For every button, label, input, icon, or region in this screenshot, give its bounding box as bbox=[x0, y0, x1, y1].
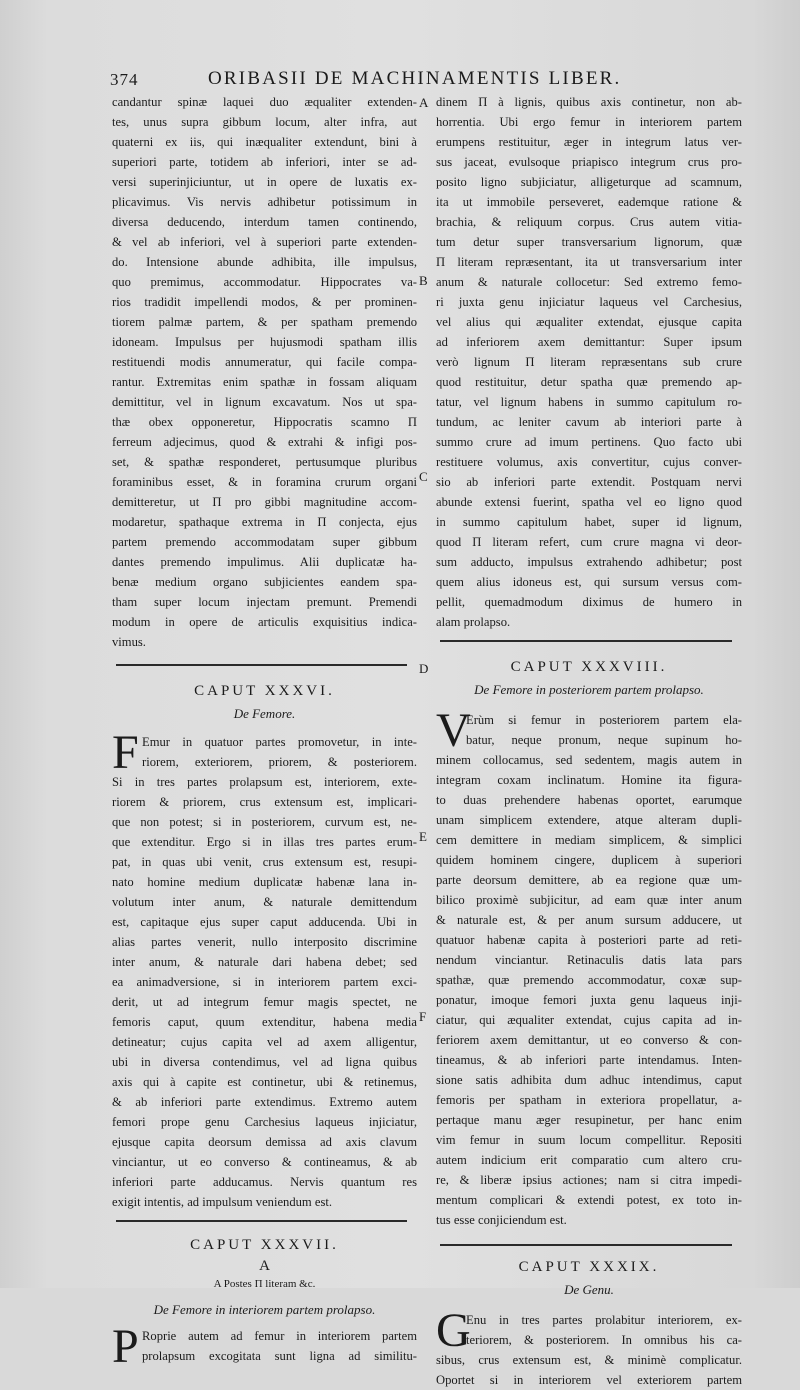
text-line: erumpens restituitur, æger in integrum latus ver- bbox=[436, 135, 742, 149]
left-intro-text bbox=[112, 92, 417, 652]
drop-cap: V bbox=[436, 704, 471, 757]
text-line: ferreum adjecimus, quod & extrahi & infigi pos- bbox=[112, 435, 417, 449]
text-line: sus jaceat, evulsoque priapisco integrum crus pro- bbox=[436, 155, 742, 169]
text-line: demitteretur, ut Π pro gibbi magnitudine accom- bbox=[112, 495, 417, 509]
text-line: ri juxta genu injiciatur laqueus vel Carchesius, bbox=[436, 295, 742, 309]
text-line: femori prope genu Carchesius laqueus injiciatur, bbox=[112, 1115, 417, 1129]
chapter-subtitle: De Genu. bbox=[564, 1282, 614, 1297]
text-line: ea animadversione, si in interiorem partem exci- bbox=[112, 975, 417, 989]
text-line: dinem Π à lignis, quibus axis continetur, non ab- bbox=[436, 95, 742, 109]
text-line: est, capitaque ejus super caput adducenda. Ubi in bbox=[112, 915, 417, 929]
text-line: prolapsum excogitata sunt ligna ad similitu- bbox=[142, 1349, 417, 1363]
text-line: parte deorsum demittere, ab ea regione quæ um- bbox=[436, 873, 742, 887]
text-line: Enu in tres partes prolabitur interiorem, ex- bbox=[466, 1313, 742, 1327]
chapter-subtitle: De Femore in interiorem partem prolapso. bbox=[153, 1302, 376, 1317]
text-line: tham super locum injectam premunt. Premendi bbox=[112, 595, 417, 609]
text-line: Π literam repræsentant, ita ut transversarium inter bbox=[436, 255, 742, 269]
margin-letter-b: B bbox=[419, 273, 428, 288]
text-line: Roprie autem ad femur in interiorem partem bbox=[142, 1329, 417, 1343]
text-line: quod Π literam refert, cum crure magna vi deor- bbox=[436, 535, 742, 549]
text-line: quod restituitur, detur spatha quæ premendo ap- bbox=[436, 375, 742, 389]
text-line: Oportet si in interiorem vel exteriorem partem bbox=[436, 1373, 742, 1387]
text-line: quatuor habenæ capita à posteriori parte ad reti- bbox=[436, 933, 742, 947]
text-line: tiorem palmæ partem, & per spatham premendo bbox=[112, 315, 417, 329]
margin-letter-e: E bbox=[419, 829, 427, 844]
text-line: summo crure ad imum pertinens. Quo facto ubi bbox=[436, 435, 742, 449]
text-line: pellit, quemadmodum diximus de humero in bbox=[436, 595, 742, 609]
text-line: integram coxam inclinatum. Homine ita figura- bbox=[436, 773, 742, 787]
text-line: vel alius qui æqualiter extendat, ejusque capita bbox=[436, 315, 742, 329]
text-line: tatur, vel lignum habens in summo capitulum ro- bbox=[436, 395, 742, 409]
chapter-body bbox=[112, 1320, 417, 1373]
text-line: tineamus, & ab inferiori parte intendamus. Inten- bbox=[436, 1053, 742, 1067]
text-line: sibus, crus extensum est, & minimè complicatur. bbox=[436, 1353, 742, 1367]
text-line: tes, unus supra gibbum locum, alter infra, aut bbox=[112, 115, 417, 129]
text-line: inferiori parte adducamus. Nervis quantum res bbox=[112, 1175, 417, 1189]
text-line: rios tradidit impellendi modos, & per prominen- bbox=[112, 295, 417, 309]
drop-cap: F bbox=[112, 726, 139, 779]
text-line: femoris caput, quum extenditur, habena media bbox=[112, 1015, 417, 1029]
text-line: Erùm si femur in posteriorem partem ela- bbox=[466, 713, 742, 727]
text-line: exigit intentis, ad impulsum veniendum est. bbox=[112, 1195, 333, 1209]
text-line: que extenditur. Ergo si in illas tres partes erum- bbox=[112, 835, 417, 849]
text-line: to duas prehendere habenas oportet, earumque bbox=[436, 793, 742, 807]
text-line: versi superinjiciuntur, ut in opere de luxatis ex- bbox=[112, 175, 417, 189]
text-line: riorem & priorem, crus extensum est, implicari- bbox=[112, 795, 417, 809]
text-line: rantur. Extremitas enim spathæ in fossam aliquam bbox=[112, 375, 417, 389]
text-line: batur, neque pronum, neque supinum ho- bbox=[466, 733, 742, 747]
text-line: benæ medium organo subjicientes eandem spa- bbox=[112, 575, 417, 589]
chapter-subtitle: De Femore. bbox=[233, 706, 296, 721]
text-line: partem premendo accommodatam super gibbum bbox=[112, 535, 417, 549]
text-line: do. Intensione abunde adhibita, ille impulsus, bbox=[112, 255, 417, 269]
text-line: volutum inter anum, & naturale demittendum bbox=[112, 895, 417, 909]
text-line: ad inferiorem axem demittantur: Super ipsum bbox=[436, 335, 742, 349]
text-line: vimus. bbox=[112, 635, 146, 649]
text-line: restituendi modis annumeratur, qui facile compa- bbox=[112, 355, 417, 369]
margin-letter-d: D bbox=[419, 661, 429, 676]
text-line: nendum vinciantur. Retinaculis datis lata pars bbox=[436, 953, 742, 967]
text-line: plicavimus. Vis nervis adhibetur potissimum in bbox=[112, 195, 417, 209]
text-line: riorem, exteriorem, priorem, & posteriorem. bbox=[142, 755, 417, 769]
text-line: que non potest; si in posteriorem, curvum est, ne- bbox=[112, 815, 417, 829]
right-column bbox=[436, 92, 742, 1390]
text-line: Emur in quatuor partes promovetur, in inte- bbox=[142, 735, 417, 749]
text-line: candantur spinæ laquei duo æqualiter extenden- bbox=[112, 95, 417, 109]
text-line: Si in tres partes prolapsum est, interiorem, exte- bbox=[112, 775, 417, 789]
page-number: 374 bbox=[110, 70, 139, 89]
text-line: inter anum, & naturale dari habena debet; sed bbox=[112, 955, 417, 969]
text-line: quidem hominem cingere, duplicem à superiori bbox=[436, 853, 742, 867]
text-line: quo premimus, accommodatur. Hippocrates va- bbox=[112, 275, 417, 289]
right-intro-text bbox=[436, 92, 742, 632]
text-line: ejusque capita deorsum demissa ad axis clavum bbox=[112, 1135, 417, 1149]
margin-letter-f: F bbox=[419, 1009, 427, 1024]
note-letter: A bbox=[259, 1258, 270, 1274]
text-line: re, & liberæ ipsius actiones; nam si citra impedi- bbox=[436, 1173, 742, 1187]
chapter-heading: CAPUT XXXIX. bbox=[518, 1259, 660, 1275]
text-line: quem alius idoneus est, qui sursum versus com- bbox=[436, 575, 742, 589]
margin-letter-a: A bbox=[419, 95, 429, 110]
text-line: alam prolapso. bbox=[436, 615, 511, 629]
text-line: dantes premendo impulimus. Alii duplicatæ ha- bbox=[112, 555, 417, 569]
text-line: autem indicium erit comparatio cum altero cru- bbox=[436, 1153, 742, 1167]
text-line: mentum complicari & extendi potest, ex toto in- bbox=[436, 1193, 742, 1207]
text-line: ciatur, qui æqualiter extendat, cujus capita ad in- bbox=[436, 1013, 742, 1027]
text-line: tus esse conjiciendum est. bbox=[436, 1213, 567, 1227]
text-line: cem demittere in mediam simplicem, & simplici bbox=[436, 833, 742, 847]
text-line: vinciantur, ut eo converso & contineamus, & ab bbox=[112, 1155, 417, 1169]
left-column bbox=[112, 92, 417, 1373]
text-line: & ab inferiori parte extendimus. Extremo autem bbox=[112, 1095, 417, 1109]
text-line: diversa deducendo, interdum tamen continendo, bbox=[112, 215, 417, 229]
text-line: & vel ab inferiori, vel à superiori parte extenden- bbox=[112, 235, 417, 249]
chapter-heading: CAPUT XXXVI. bbox=[194, 683, 335, 699]
text-line: abunde extensi fuerint, spatha vel eo ligno quod bbox=[436, 495, 742, 509]
running-head bbox=[110, 64, 670, 94]
chapter-subtitle: De Femore in posteriorem partem prolapso. bbox=[474, 682, 704, 697]
text-line: foraminibus esset, & in foramina crurum organi bbox=[112, 475, 417, 489]
text-line: quaterni ex iis, qui inæqualiter extendunt, bini à bbox=[112, 135, 417, 149]
text-line: sione satis adhibita dum adhuc intendimus, caput bbox=[436, 1073, 742, 1087]
text-line: modum in opere de articulis exquisitius indica- bbox=[112, 615, 417, 629]
text-line: sum adducto, impulsus extrahendo adhibetur; post bbox=[436, 555, 742, 569]
text-line: horrentia. Ubi ergo femur in interiorem partem bbox=[436, 115, 742, 129]
text-line: ponatur, imoque femori juxta genu laqueus inji- bbox=[436, 993, 742, 1007]
text-line: tundum, ac leniter cavum ab interiori parte à bbox=[436, 415, 742, 429]
drop-cap: G bbox=[436, 1304, 471, 1357]
text-line: detineatur; cujus capita vel ad axem alligentur, bbox=[112, 1035, 417, 1049]
text-line: tum detur super transversarium lignorum, quæ bbox=[436, 235, 742, 249]
text-line: brachia, & reliquum corpus. Crus autem vitia- bbox=[436, 215, 742, 229]
text-line: nato homine medium duplicatæ habenæ lana in- bbox=[112, 875, 417, 889]
editorial-note: A Postes Π literam &c. bbox=[213, 1278, 316, 1290]
running-title: ORIBASII DE MACHINAMENTIS LIBER. bbox=[208, 68, 622, 89]
text-line: feriorem axem demittantur, ut eo converso & con- bbox=[436, 1033, 742, 1047]
chapter-body bbox=[112, 726, 417, 1212]
text-line: minem collocamus, sed sedentem, magis autem in bbox=[436, 753, 742, 767]
text-line: derit, ut ad integrum femur magis spectet, ne bbox=[112, 995, 417, 1009]
text-line: superiori parte, totidem ab inferiori, inter se ad- bbox=[112, 155, 417, 169]
text-line: idoneam. Impulsus per hujusmodi spatham illis bbox=[112, 335, 417, 349]
text-line: spathæ, quæ premendo accommodatur, coxæ sup- bbox=[436, 973, 742, 987]
text-line: ubi in diversa contendimus, vel ad ligna quibus bbox=[112, 1055, 417, 1069]
drop-cap: P bbox=[112, 1320, 139, 1373]
chapter-body bbox=[436, 1304, 742, 1390]
text-line: alias partes venerit, nullo interposito discrimine bbox=[112, 935, 417, 949]
text-line: & naturale est, & per anum sursum adducere, ut bbox=[436, 913, 742, 927]
chapter-heading: CAPUT XXXVII. bbox=[190, 1237, 339, 1253]
text-line: demittitur, vel in lignum excavatum. Nos ut spa- bbox=[112, 395, 417, 409]
text-line: sio ab inferiori parte extendit. Postquam nervi bbox=[436, 475, 742, 489]
text-line: bilico proximè subjicitur, ad eam quæ inter anum bbox=[436, 893, 742, 907]
text-line: verò lignum Π literam repræsentans sub crure bbox=[436, 355, 742, 369]
text-line: restituere volumus, axis convertitur, cujus conver- bbox=[436, 455, 742, 469]
text-line: posito ligno subjiciatur, alligeturque ad scamnum, bbox=[436, 175, 742, 189]
text-line: vim femur in suum locum compellitur. Repositi bbox=[436, 1133, 742, 1147]
margin-letter-c: C bbox=[419, 469, 428, 484]
chapter-body bbox=[436, 704, 742, 1230]
text-line: pertaque manu æger resupinetur, per hanc enim bbox=[436, 1113, 742, 1127]
text-line: unam simplicem extendere, atque alteram dupli- bbox=[436, 813, 742, 827]
text-line: modaretur, spathaque extrema in Π conjecta, ejus bbox=[112, 515, 417, 529]
chapter-heading: CAPUT XXXVIII. bbox=[510, 659, 668, 675]
text-line: axis qui à capite est continetur, ubi & retinemus, bbox=[112, 1075, 417, 1089]
text-line: in summo capitulum habet, super id lignum, bbox=[436, 515, 742, 529]
text-line: ita ut immobile perseveret, eademque ratione & bbox=[436, 195, 742, 209]
text-line: pat, in quas ubi venit, crus extensum est, resupi- bbox=[112, 855, 417, 869]
text-line: femoris per spatham in exteriora propellatur, a- bbox=[436, 1093, 742, 1107]
text-line: anum & naturale collocetur: Sed extremo femo- bbox=[436, 275, 742, 289]
text-line: set, & spathæ responderet, pertusumque pluribus bbox=[112, 455, 417, 469]
text-line: thæ obex opponeretur, Hippocratis scamno Π bbox=[112, 415, 417, 429]
text-line: teriorem, & posteriorem. In omnibus his ca- bbox=[466, 1333, 742, 1347]
